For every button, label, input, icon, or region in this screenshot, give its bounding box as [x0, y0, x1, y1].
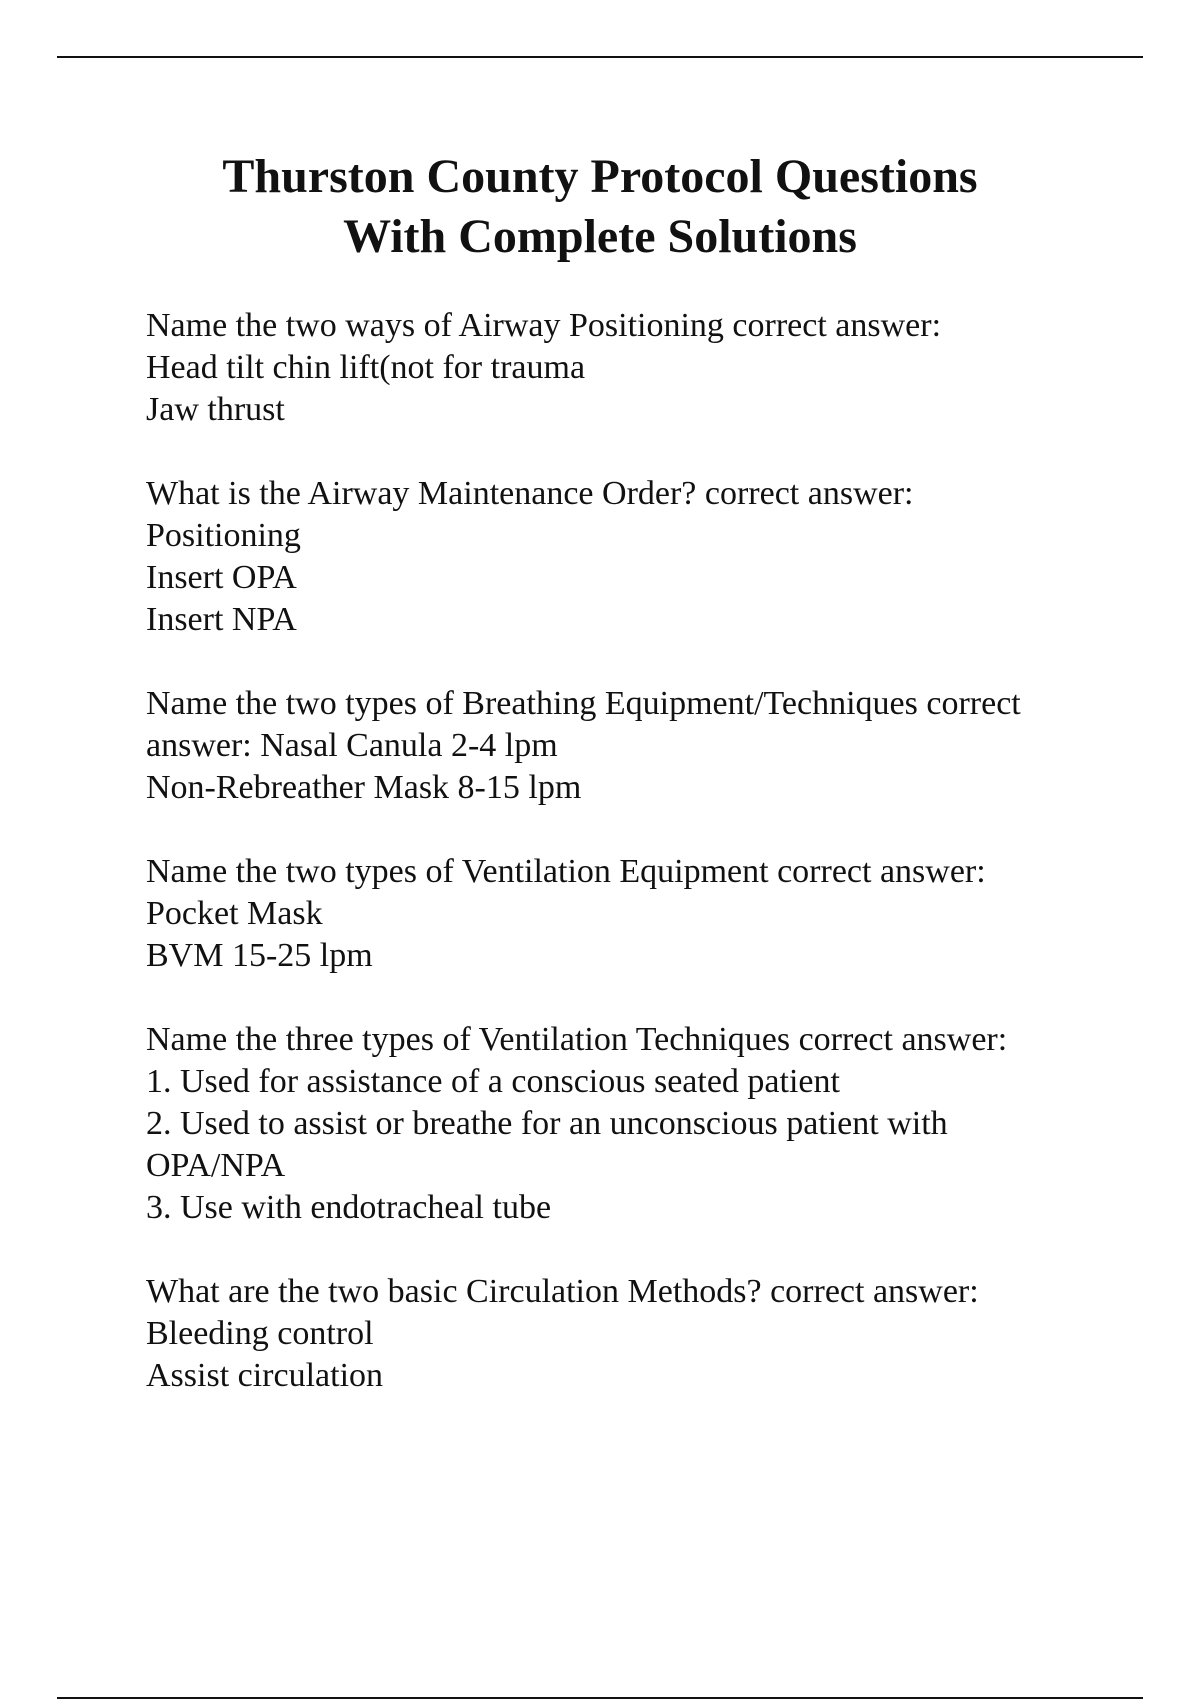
qa-item-circulation-methods: [146, 1271, 1126, 1397]
title-line-1: Thurston County Protocol Questions: [222, 150, 978, 203]
answer-line: Assist circulation: [146, 1357, 384, 1394]
title-line-2: With Complete Solutions: [343, 210, 857, 263]
answer-line: 1. Used for assistance of a conscious seated patient: [146, 1063, 840, 1100]
qa-list: [146, 305, 1126, 1439]
question-text: Name the two ways of Airway Positioning correct answer:: [146, 307, 942, 344]
answer-line: Non-Rebreather Mask 8-15 lpm: [146, 769, 582, 806]
question-text: Name the two types of Breathing Equipment/Techniques correct: [146, 685, 1021, 722]
question-continuation: answer: Nasal Canula 2-4 lpm: [146, 727, 558, 764]
answer-line: Jaw thrust: [146, 391, 285, 428]
question-text: What are the two basic Circulation Methods? correct answer:: [146, 1273, 979, 1310]
answer-line: 2. Used to assist or breathe for an unconscious patient with: [146, 1105, 948, 1142]
answer-line: Insert OPA: [146, 559, 297, 596]
bottom-divider: [57, 1697, 1143, 1699]
answer-line: BVM 15-25 lpm: [146, 937, 373, 974]
qa-item-breathing-equipment: [146, 683, 1126, 809]
question-text: What is the Airway Maintenance Order? correct answer:: [146, 475, 914, 512]
top-divider: [57, 56, 1143, 58]
answer-line: Pocket Mask: [146, 895, 323, 932]
qa-item-airway-maintenance: [146, 473, 1126, 641]
answer-line: Insert NPA: [146, 601, 297, 638]
document-title: [0, 147, 1200, 267]
qa-item-ventilation-equipment: [146, 851, 1126, 977]
qa-item-airway-positioning: [146, 305, 1126, 431]
question-text: Name the three types of Ventilation Techniques correct answer:: [146, 1021, 1008, 1058]
answer-line: Bleeding control: [146, 1315, 374, 1352]
answer-line: OPA/NPA: [146, 1147, 286, 1184]
answer-line: Head tilt chin lift(not for trauma: [146, 349, 586, 386]
answer-line: Positioning: [146, 517, 301, 554]
qa-item-ventilation-techniques: [146, 1019, 1126, 1229]
answer-line: 3. Use with endotracheal tube: [146, 1189, 552, 1226]
question-text: Name the two types of Ventilation Equipment correct answer:: [146, 853, 986, 890]
